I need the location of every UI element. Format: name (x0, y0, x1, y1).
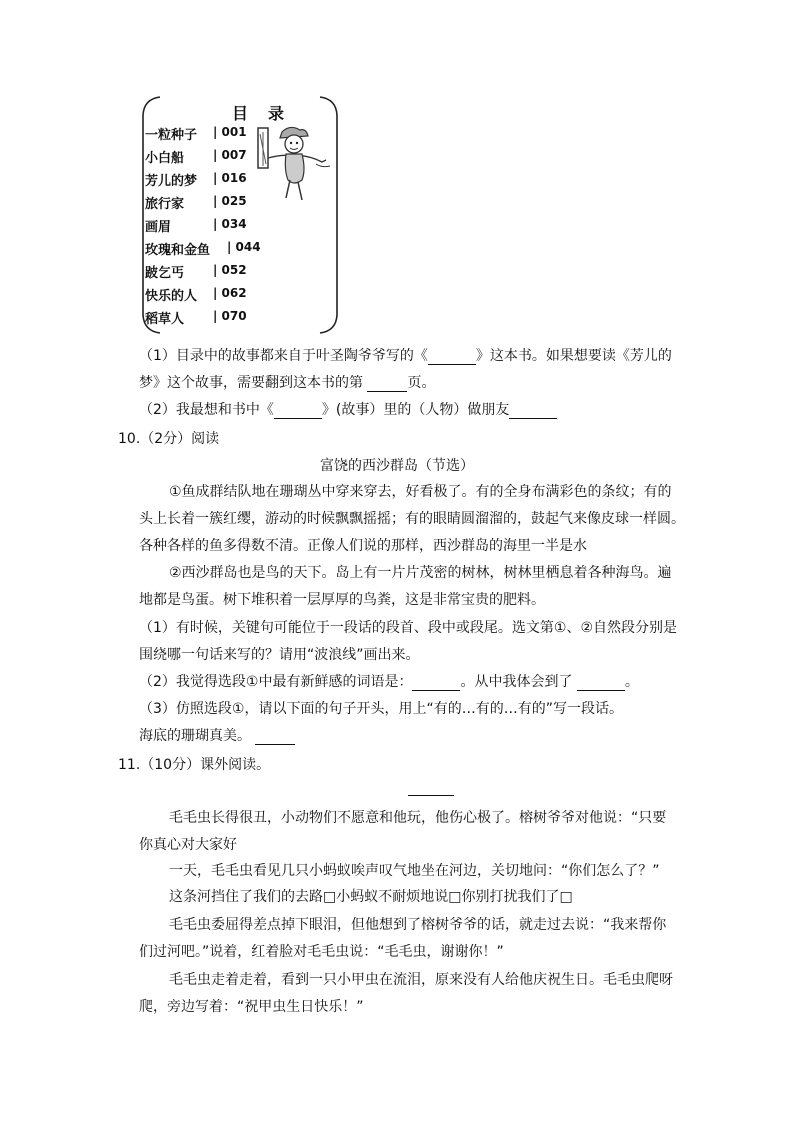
q10-sub1-line: 围绕哪一句话来写的？请用“波浪线”画出来。 (139, 647, 420, 663)
toc-entry-title: 快乐的人 (145, 289, 198, 304)
toc-entry-page: | 070 (213, 309, 247, 323)
passage-title: 富饶的西沙群岛（节选） (320, 458, 474, 474)
toc-entry-page: | 052 (213, 263, 247, 277)
toc-entry-page: | 001 (213, 125, 247, 139)
story-line: 毛毛虫走着走着，看到一只小甲虫在流泪，原来没有人给他庆祝生日。毛毛虫爬呀 (169, 972, 673, 988)
q10-sub3: （3）仿照选段①，请以下面的句子开头，用上“有的…有的…有的”写一段话。 (139, 701, 623, 717)
q11-number: 11.（10分）课外阅读。 (118, 757, 271, 773)
q10-number: 10.（2分）阅读 (118, 431, 220, 447)
answer-blank[interactable] (577, 674, 625, 691)
q9-sub2: （2）我最想和书中《 》(故事）里的（人物）做朋友 (139, 399, 557, 419)
story-line: 毛毛虫长得很丑，小动物们不愿意和他玩，他伤心极了。榕树爷爷对他说：“只要 (169, 810, 667, 826)
para1-line: ①鱼成群结队地在珊瑚丛中穿来穿去，好看极了。有的全身布满彩色的条纹；有的 (169, 484, 672, 500)
toc-entry-page: | 025 (213, 194, 247, 208)
para2-line: ②西沙群岛也是鸟的天下。岛上有一片片茂密的树林，树林里栖息着各种海鸟。遍 (169, 565, 672, 581)
toc-entry-page: | 007 (213, 148, 247, 162)
story-line: 毛毛虫委屈得差点掉下眼泪，但他想到了榕树爷爷的话，就走过去说：“我来帮你 (169, 917, 667, 933)
answer-blank[interactable] (412, 674, 460, 691)
q9-sub1-line2: 梦》这个故事，需要翻到这本书的第 页。 (139, 375, 436, 391)
answer-blank[interactable] (509, 402, 557, 419)
toc-entry-page: | 044 (227, 240, 261, 254)
toc-title: 目录 (232, 104, 305, 123)
scarecrow-illustration (256, 124, 340, 204)
q10-sub3-prompt: 海底的珊瑚真美。 (139, 725, 295, 745)
answer-blank[interactable] (428, 348, 476, 365)
story-line: 们过河吧。”说着，红着脸对毛毛虫说：“毛毛虫，谢谢你！” (139, 944, 504, 960)
answer-blank[interactable] (367, 375, 407, 392)
toc-entry-title: 玫瑰和金鱼 (145, 243, 211, 258)
answer-blank[interactable] (255, 728, 295, 745)
para2-line: 地都是鸟蛋。树下堆积着一层厚厚的鸟粪，这是非常宝贵的肥料。 (139, 592, 545, 608)
story-line: 你真心对大家好 (139, 837, 237, 853)
q10-sub2: （2）我觉得选段①中最有新鲜感的词语是： 。从中我体会到了 。 (139, 674, 639, 690)
answer-blank[interactable] (274, 402, 322, 419)
title-blank[interactable] (408, 795, 454, 796)
para1-line: 头上长着一簇红缨，游动的时候飘飘摇摇；有的眼睛圆溜溜的，鼓起气来像皮球一样圆。 (139, 511, 685, 527)
story-line: 爬，旁边写着：“祝甲虫生日快乐！” (139, 999, 364, 1015)
story-line: 这条河挡住了我们的去路□小蚂蚁不耐烦地说□你别打扰我们了□ (169, 889, 573, 905)
q10-sub1-line: （1）有时候，关键句可能位于一段话的段首、段中或段尾。选文第①、②自然段分别是 (139, 620, 678, 636)
toc-entry-title: 画眉 (145, 220, 172, 235)
toc-entry-title: 一粒种子 (145, 128, 198, 143)
toc-entry-page: | 016 (213, 171, 247, 185)
toc-entry-title: 小白船 (145, 151, 185, 166)
para1-line: 各种各样的鱼多得数不清。正像人们说的那样，西沙群岛的海里一半是水 (139, 538, 587, 554)
toc-entry-page: | 034 (213, 217, 247, 231)
toc-entry-title: 旅行家 (145, 197, 185, 212)
toc-entry-title: 跛乞丐 (145, 266, 185, 281)
toc-entry-title: 稻草人 (145, 312, 185, 327)
toc-entry-title: 芳儿的梦 (145, 174, 198, 189)
story-line: 一天，毛毛虫看见几只小蚂蚁唉声叹气地坐在河边，关切地问：“你们怎么了？” (169, 863, 660, 879)
toc-entry-page: | 062 (213, 286, 247, 300)
q9-sub1-line1: （1）目录中的故事都来自于叶圣陶爷爷写的《 》这本书。如果想要读《芳儿的 (139, 348, 672, 364)
